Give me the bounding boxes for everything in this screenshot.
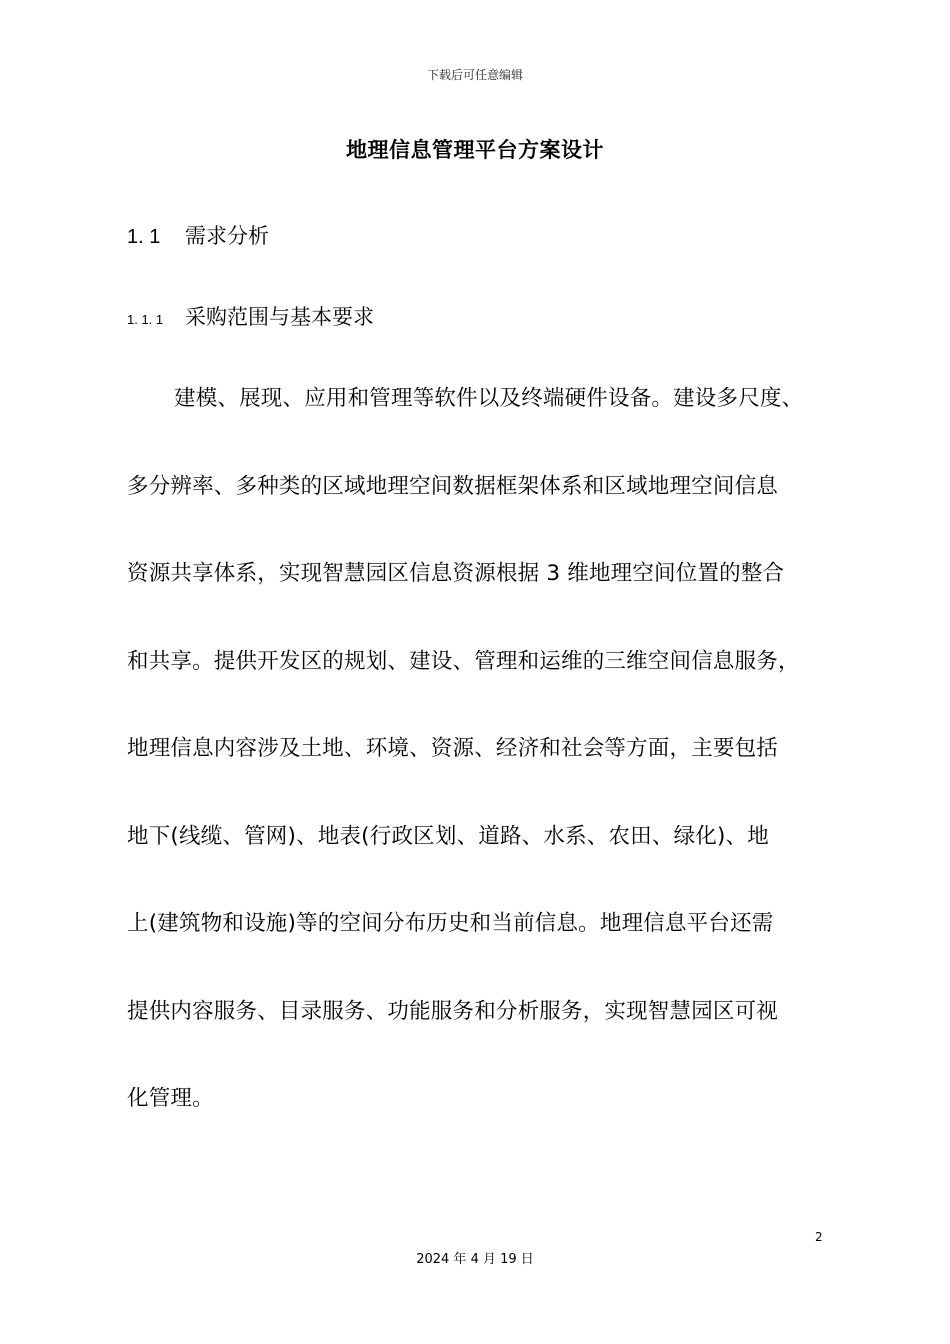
section-heading <box>127 220 269 250</box>
header-note: 下载后可任意编辑 <box>426 68 523 82</box>
section-title: 需求分析 <box>185 224 269 248</box>
paragraph-line: 地下(线缆、管网)、地表(行政区划、道路、水系、农田、绿化)、地 <box>127 823 769 849</box>
body-paragraph <box>127 364 827 1152</box>
paragraph-line: 建模、展现、应用和管理等软件以及终端硬件设备。建设多尺度、 <box>174 386 804 411</box>
section-number: 1. 1 <box>127 226 161 248</box>
subsection-number: 1. 1. 1 <box>127 312 164 327</box>
footer-date: 2024 年 4 月 19 日 <box>416 1252 534 1267</box>
paragraph-line: 地理信息内容涉及土地、环境、资源、经济和社会等方面，主要包括 <box>127 736 779 761</box>
subsection-title: 采购范围与基本要求 <box>185 305 374 329</box>
paragraph-line: 多分辨率、多种类的区域地理空间数据框架体系和区域地理空间信息 <box>127 473 779 499</box>
document-title: 地理信息管理平台方案设计 <box>346 138 604 162</box>
paragraph-line: 提供内容服务、目录服务、功能服务和分析服务，实现智慧园区可视 <box>127 998 779 1024</box>
paragraph-line: 上(建筑物和设施)等的空间分布历史和当前信息。地理信息平台还需 <box>127 911 774 936</box>
paragraph-line: 化管理。 <box>127 1086 214 1111</box>
paragraph-line: 资源共享体系，实现智慧园区信息资源根据 3 维地理空间位置的整合 <box>127 561 785 586</box>
paragraph-line: 和共享。提供开发区的规划、建设、管理和运维的三维空间信息服务， <box>127 648 800 674</box>
page-number: 2 <box>815 1230 823 1244</box>
subsection-heading <box>127 301 374 331</box>
